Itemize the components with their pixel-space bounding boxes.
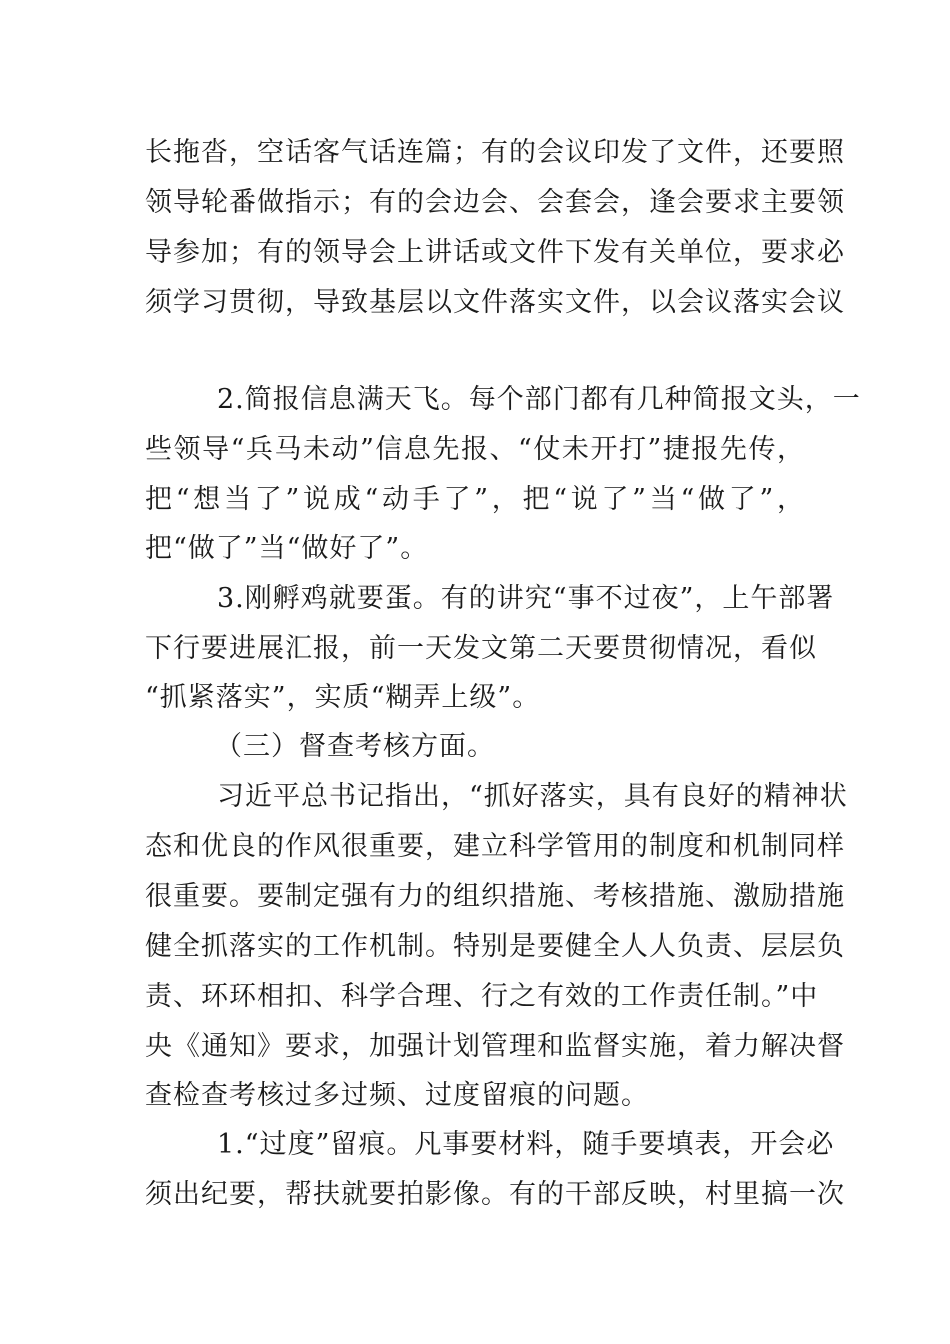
text-line: 态和优良的作风很重要，建立科学管用的制度和机制同样 xyxy=(145,831,845,862)
text-line: 很重要。要制定强有力的组织措施、考核措施、激励措施 xyxy=(145,881,845,912)
text-line: 须出纪要，帮扶就要拍影像。有的干部反映，村里搞一次 xyxy=(145,1179,845,1210)
text-line: 把“想当了”说成“动手了”，把“说了”当“做了”， xyxy=(145,484,805,515)
text-line: 须学习贯彻，导致基层以文件落实文件，以会议落实会议 xyxy=(145,287,845,318)
section-heading: （三）督查考核方面。 xyxy=(215,731,495,762)
text-line: 些领导“兵马未动”信息先报、“仗未开打”捷报先传， xyxy=(145,434,805,465)
text-line: “抓紧落实”，实质“糊弄上级”。 xyxy=(145,682,541,713)
text-line: 把“做了”当“做好了”。 xyxy=(145,533,429,564)
text-line: 查检查考核过多过频、过度留痕的问题。 xyxy=(145,1080,649,1111)
text-line: 责、环环相扣、科学合理、行之有效的工作责任制。”中 xyxy=(145,981,819,1012)
text-line: 下行要进展汇报，前一天发文第二天要贯彻情况，看似 xyxy=(145,633,817,664)
text-line: 1.“过度”留痕。凡事要材料，随手要填表，开会必 xyxy=(217,1129,835,1160)
text-line: 健全抓落实的工作机制。特别是要健全人人负责、层层负 xyxy=(145,931,845,962)
text-line: 长拖沓，空话客气话连篇；有的会议印发了文件，还要照 xyxy=(145,137,845,168)
text-line: 习近平总书记指出，“抓好落实，具有良好的精神状 xyxy=(217,781,848,812)
text-line: 导参加；有的领导会上讲话或文件下发有关单位，要求必 xyxy=(145,237,845,268)
text-line: 2.简报信息满天飞。每个部门都有几种简报文头，一 xyxy=(217,384,861,415)
text-line: 3.刚孵鸡就要蛋。有的讲究“事不过夜”，上午部署 xyxy=(217,583,835,614)
text-line: 央《通知》要求，加强计划管理和监督实施，着力解决督 xyxy=(145,1031,845,1062)
text-line: 领导轮番做指示；有的会边会、会套会，逢会要求主要领 xyxy=(145,187,845,218)
